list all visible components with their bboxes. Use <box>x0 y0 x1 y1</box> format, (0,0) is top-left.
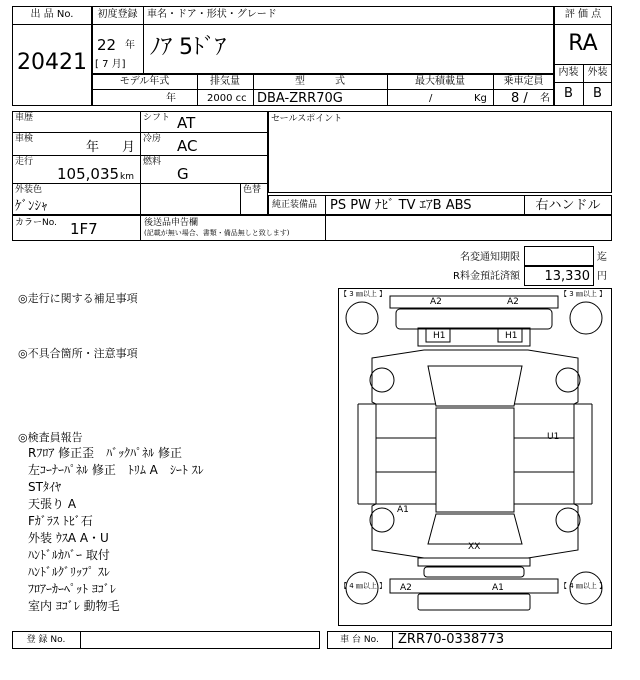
max-load-unit: Kg <box>474 93 487 104</box>
inspector-line: ﾊﾝﾄﾞﾙｸﾞﾘｯﾌﾟ ｽﾚ <box>28 565 110 579</box>
capacity-value: 8 / <box>511 91 528 106</box>
history-label: 車歴 <box>15 113 34 123</box>
first-registration-label: 初度登録 <box>97 9 138 20</box>
lot-label: 出 品 No. <box>30 9 74 20</box>
chassis-label: 車 台 No. <box>340 635 379 645</box>
fuel-value: G <box>177 165 189 183</box>
mark-rear-bumper-left: A2 <box>400 583 412 593</box>
tire-depth-front-left: 【 3 ㎜以上 】 <box>340 290 387 298</box>
max-load-label: 最大積載量 <box>415 76 465 87</box>
tax-form-note: (記載が無い場合、書類・備品無しと致します) <box>144 229 290 237</box>
recycle-fee-unit: 円 <box>597 271 607 282</box>
first-registration-year: 22 <box>97 36 117 54</box>
mark-headlight-left: H1 <box>433 331 446 341</box>
type-value: DBA-ZRR70G <box>257 91 343 106</box>
exterior-color-value: ｹﾞﾝｼｬ <box>15 199 48 214</box>
recycle-fee-value: 13,330 <box>544 269 590 284</box>
displacement-value: 2000 cc <box>207 93 247 104</box>
color-number-row <box>12 215 612 241</box>
rear-panel <box>418 558 530 566</box>
inspector-line: Rﾌﾛｱ 修正歪 ﾊﾞｯｸﾊﾟﾈﾙ 修正 <box>28 446 182 460</box>
capacity-label: 乗車定員 <box>503 76 544 87</box>
mark-front-bumper-left: A2 <box>430 297 442 307</box>
tax-form-label: 後送品申告欄 <box>144 218 199 228</box>
exterior-label: 外装 <box>587 67 608 78</box>
spare-tire-right-rear <box>556 508 580 532</box>
grade-label: 評 価 点 <box>564 9 602 20</box>
model-year-unit: 年 <box>166 93 176 104</box>
rear-window <box>428 514 522 544</box>
shift-label: シフト <box>143 113 171 123</box>
front-grille <box>396 309 552 329</box>
car-name: ﾉｱ 5ﾄﾞｱ <box>150 35 226 60</box>
spare-tire-left <box>370 368 394 392</box>
mark-headlight-right: H1 <box>505 331 518 341</box>
inspector-line: 室内 ﾖｺﾞﾚ 動物毛 <box>28 599 120 613</box>
recycle-fee-label: R料金預託済額 <box>453 271 520 282</box>
mark-right-side: U1 <box>547 432 560 442</box>
displacement-label: 排気量 <box>210 76 240 87</box>
inspector-line: ﾊﾝﾄﾞﾙｶﾊﾞｰ 取付 <box>28 548 110 562</box>
inspector-line: ﾌﾛｱｰｶｰﾍﾟｯﾄ ﾖｺﾞﾚ <box>28 582 116 596</box>
name-change-unit: 迄 <box>597 252 607 263</box>
inspector-line: 外装 ｳｽA A・U <box>28 531 109 545</box>
mileage-label: 走行 <box>15 157 34 167</box>
inspector-report-list <box>28 446 204 616</box>
wheel-front-right <box>570 302 602 334</box>
tire-depth-front-right: 【 3 ㎜以上 】 <box>560 290 607 298</box>
interior-label: 内装 <box>558 67 579 78</box>
grade-value: RA <box>568 31 598 56</box>
tire-depth-rear-right: 【 4 ㎜以上 】 <box>560 582 607 590</box>
spare-tire-right <box>556 368 580 392</box>
windshield <box>428 366 522 406</box>
equipment-value: PS PW ﾅﾋﾞ TV ｴｱB ABS <box>330 198 472 213</box>
mileage-unit: km <box>120 172 134 182</box>
fuel-label: 燃料 <box>143 157 162 167</box>
shift-value: AT <box>177 114 196 132</box>
inspector-line: 左ｺｰﾅｰﾊﾟﾈﾙ 修正 ﾄﾘﾑ A ｼｰﾄ ｽﾚ <box>28 463 204 477</box>
inspector-line: Fｶﾞﾗｽ ﾄﾋﾞ石 <box>28 514 93 528</box>
first-registration-year-unit: 年 <box>125 40 135 51</box>
first-registration-month: [ 7 月] <box>95 59 126 70</box>
mileage-value: 105,035 <box>57 165 120 183</box>
tire-depth-rear-left: 【 4 ㎜以上 】 <box>340 582 387 590</box>
color-change-label: 色替 <box>243 185 262 195</box>
ac-label: 冷房 <box>143 134 162 144</box>
defects-heading: ◎不具合箇所・注意事項 <box>18 347 138 360</box>
mark-rear-bumper-right: A1 <box>492 583 504 593</box>
inspection-label: 車検 <box>15 134 34 144</box>
chassis-number: ZRR70-0338773 <box>398 632 505 647</box>
car-damage-diagram <box>338 288 612 626</box>
sales-point-label: セールスポイント <box>271 114 343 124</box>
inspection-month-unit: 月 <box>122 140 136 155</box>
color-number-label: カラーNo. <box>15 218 57 228</box>
name-change-label: 名変通知期限 <box>460 252 520 263</box>
roof <box>436 408 514 512</box>
handle-position: 右ハンドル <box>535 198 601 213</box>
rear-bumper <box>390 579 558 593</box>
inspection-year-unit: 年 <box>86 140 100 155</box>
inspector-line: STﾀｲﾔ <box>28 480 61 494</box>
inspector-line: 天張り A <box>28 497 77 511</box>
diagram-frame <box>339 289 612 626</box>
model-year-label: モデル年式 <box>119 76 170 87</box>
exterior-color-label: 外装色 <box>15 185 43 195</box>
inspector-report-heading: ◎検査員報告 <box>18 431 83 444</box>
wheel-front-left <box>346 302 378 334</box>
spare-tire-left-rear <box>370 508 394 532</box>
max-load-value: / <box>429 93 433 104</box>
exterior-grade: B <box>593 86 602 101</box>
model-description-label: 車名・ドア・形状・グレード <box>147 9 277 20</box>
type-label: 型 式 <box>295 76 345 87</box>
ac-value: AC <box>177 137 198 155</box>
registration-label: 登 録 No. <box>26 635 66 645</box>
color-number-value: 1F7 <box>70 220 98 238</box>
capacity-unit: 名 <box>540 93 550 104</box>
mark-rear: XX <box>468 542 481 552</box>
interior-grade: B <box>564 86 573 101</box>
rear-bumper-lower <box>418 594 530 610</box>
mark-left-side: A1 <box>397 505 409 515</box>
mark-front-bumper-right: A2 <box>507 297 519 307</box>
lot-number: 20421 <box>17 50 87 75</box>
rear-garnish <box>424 567 524 577</box>
name-change-box <box>524 246 594 266</box>
front-bumper <box>390 296 558 308</box>
equipment-label: 純正装備品 <box>272 200 318 210</box>
body-outline <box>372 350 578 558</box>
driving-notes-heading: ◎走行に関する補足事項 <box>18 292 138 305</box>
